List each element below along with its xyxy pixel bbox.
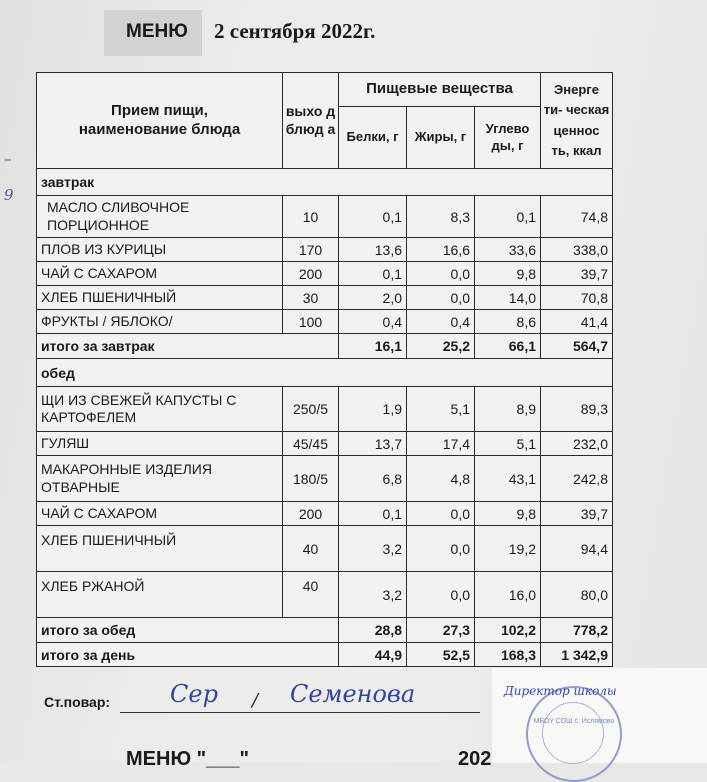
dish-energy: 39,7 (541, 502, 613, 526)
table-row (37, 456, 613, 502)
table-row (37, 387, 613, 432)
dish-yield: 200 (283, 502, 339, 526)
dish-carbs: 43,1 (475, 456, 541, 502)
cook-name-handwritten: Семенова (290, 680, 416, 708)
school-stamp (526, 686, 622, 782)
dish-carbs: 33,6 (475, 238, 541, 262)
menu-table (36, 72, 613, 667)
dish-name: ЩИ ИЗ СВЕЖЕЙ КАПУСТЫ С КАРТОФЕЛЕМ (37, 387, 283, 432)
dish-energy: 39,7 (541, 262, 613, 286)
header-carbs: Углево ды, г (475, 107, 541, 169)
dish-protein: 0,4 (339, 310, 407, 334)
day-total-label: итого за день (37, 643, 339, 667)
dish-carbs: 8,6 (475, 310, 541, 334)
section-title: обед (37, 359, 613, 387)
table-row (37, 572, 613, 618)
dish-protein: 6,8 (339, 456, 407, 502)
director-signature: Директор школы (504, 684, 617, 698)
dish-protein: 13,7 (339, 432, 407, 456)
dish-name: ЧАЙ С САХАРОМ (37, 502, 283, 526)
section-lunch (37, 359, 613, 387)
signature-line (120, 712, 480, 713)
dish-name: ГУЛЯШ (37, 432, 283, 456)
dish-yield: 200 (283, 262, 339, 286)
table-row (37, 502, 613, 526)
dish-carbs: 0,1 (475, 196, 541, 238)
margin-pen-marks: – 9 (4, 150, 14, 204)
dish-carbs: 19,2 (475, 526, 541, 572)
section-title: завтрак (37, 169, 613, 196)
total-protein: 16,1 (339, 334, 407, 359)
total-fat: 27,3 (407, 618, 475, 643)
dish-fat: 17,4 (407, 432, 475, 456)
menu-title: МЕНЮ (126, 21, 188, 42)
table-row (37, 196, 613, 238)
header-fat: Жиры, г (407, 107, 475, 169)
dish-energy: 232,0 (541, 432, 613, 456)
dish-yield: 45/45 (283, 432, 339, 456)
next-menu-year: 202 (458, 748, 492, 770)
table-header-row (37, 73, 613, 107)
dish-protein: 2,0 (339, 286, 407, 310)
dish-energy: 242,8 (541, 456, 613, 502)
section-breakfast (37, 169, 613, 196)
dish-name: ХЛЕБ РЖАНОЙ (37, 572, 283, 618)
day-total-carbs: 168,3 (475, 643, 541, 667)
dish-energy: 89,3 (541, 387, 613, 432)
dish-name: ФРУКТЫ / ЯБЛОКО/ (37, 310, 283, 334)
dish-protein: 13,6 (339, 238, 407, 262)
dish-yield: 250/5 (283, 387, 339, 432)
dish-yield: 40 (283, 526, 339, 572)
dish-name: ПЛОВ ИЗ КУРИЦЫ (37, 238, 283, 262)
dish-fat: 0,0 (407, 286, 475, 310)
dish-fat: 5,1 (407, 387, 475, 432)
dish-fat: 4,8 (407, 456, 475, 502)
dish-protein: 0,1 (339, 502, 407, 526)
dish-carbs: 9,8 (475, 502, 541, 526)
total-energy: 564,7 (541, 334, 613, 359)
dish-yield: 180/5 (283, 456, 339, 502)
dish-name: МАСЛО СЛИВОЧНОЕ ПОРЦИОННОЕ (37, 196, 283, 238)
cook-signature: Сер (170, 680, 218, 708)
table-row (37, 238, 613, 262)
dish-yield: 100 (283, 310, 339, 334)
dish-protein: 0,1 (339, 262, 407, 286)
dish-carbs: 9,8 (475, 262, 541, 286)
dish-protein: 3,2 (339, 526, 407, 572)
total-carbs: 66,1 (475, 334, 541, 359)
total-carbs: 102,2 (475, 618, 541, 643)
dish-name: ХЛЕБ ПШЕНИЧНЫЙ (37, 526, 283, 572)
total-fat: 25,2 (407, 334, 475, 359)
header-nutrients: Пищевые вещества (339, 73, 541, 107)
breakfast-total-row (37, 334, 613, 359)
dish-protein: 3,2 (339, 572, 407, 618)
dish-name: ХЛЕБ ПШЕНИЧНЫЙ (37, 286, 283, 310)
menu-date: 2 сентября 2022г. (214, 19, 376, 43)
dish-fat: 0,0 (407, 572, 475, 618)
table-row (37, 310, 613, 334)
dish-fat: 0,0 (407, 262, 475, 286)
total-label: итого за обед (37, 618, 339, 643)
dish-energy: 70,8 (541, 286, 613, 310)
day-total-fat: 52,5 (407, 643, 475, 667)
dish-fat: 0,0 (407, 502, 475, 526)
table-row (37, 432, 613, 456)
day-total-row (37, 643, 613, 667)
dish-yield: 40 (283, 572, 339, 618)
dish-name: ЧАЙ С САХАРОМ (37, 262, 283, 286)
dish-protein: 1,9 (339, 387, 407, 432)
header-dish: Прием пищи, наименование блюда (37, 73, 283, 169)
table-row (37, 262, 613, 286)
day-total-protein: 44,9 (339, 643, 407, 667)
day-total-energy: 1 342,9 (541, 643, 613, 667)
dish-name: МАКАРОННЫЕ ИЗДЕЛИЯ ОТВАРНЫЕ (37, 456, 283, 502)
dish-yield: 170 (283, 238, 339, 262)
header-protein: Белки, г (339, 107, 407, 169)
dish-energy: 94,4 (541, 526, 613, 572)
dish-energy: 338,0 (541, 238, 613, 262)
dish-yield: 30 (283, 286, 339, 310)
dish-carbs: 5,1 (475, 432, 541, 456)
dish-yield: 10 (283, 196, 339, 238)
total-energy: 778,2 (541, 618, 613, 643)
header-yield: выхо д блюд а (283, 73, 339, 169)
table-row (37, 526, 613, 572)
header-energy: Энерге ти- ческая ценнос ть, ккал (541, 73, 613, 169)
dish-carbs: 16,0 (475, 572, 541, 618)
table-row (37, 286, 613, 310)
dish-carbs: 14,0 (475, 286, 541, 310)
dish-energy: 80,0 (541, 572, 613, 618)
total-protein: 28,8 (339, 618, 407, 643)
separator-comma: / (252, 690, 259, 711)
dish-protein: 0,1 (339, 196, 407, 238)
dish-energy: 41,4 (541, 310, 613, 334)
total-label: итого за завтрак (37, 334, 339, 359)
dish-fat: 8,3 (407, 196, 475, 238)
stamp-inner-ring (542, 702, 604, 764)
stamp-text: МБОУ СОШ с. Ислямово (533, 718, 615, 725)
dish-carbs: 8,9 (475, 387, 541, 432)
next-menu-title: МЕНЮ "___" (126, 748, 249, 770)
cook-label: Ст.повар: (44, 694, 111, 710)
dish-fat: 0,0 (407, 526, 475, 572)
lunch-total-row (37, 618, 613, 643)
dish-energy: 74,8 (541, 196, 613, 238)
dish-fat: 16,6 (407, 238, 475, 262)
dish-fat: 0,4 (407, 310, 475, 334)
